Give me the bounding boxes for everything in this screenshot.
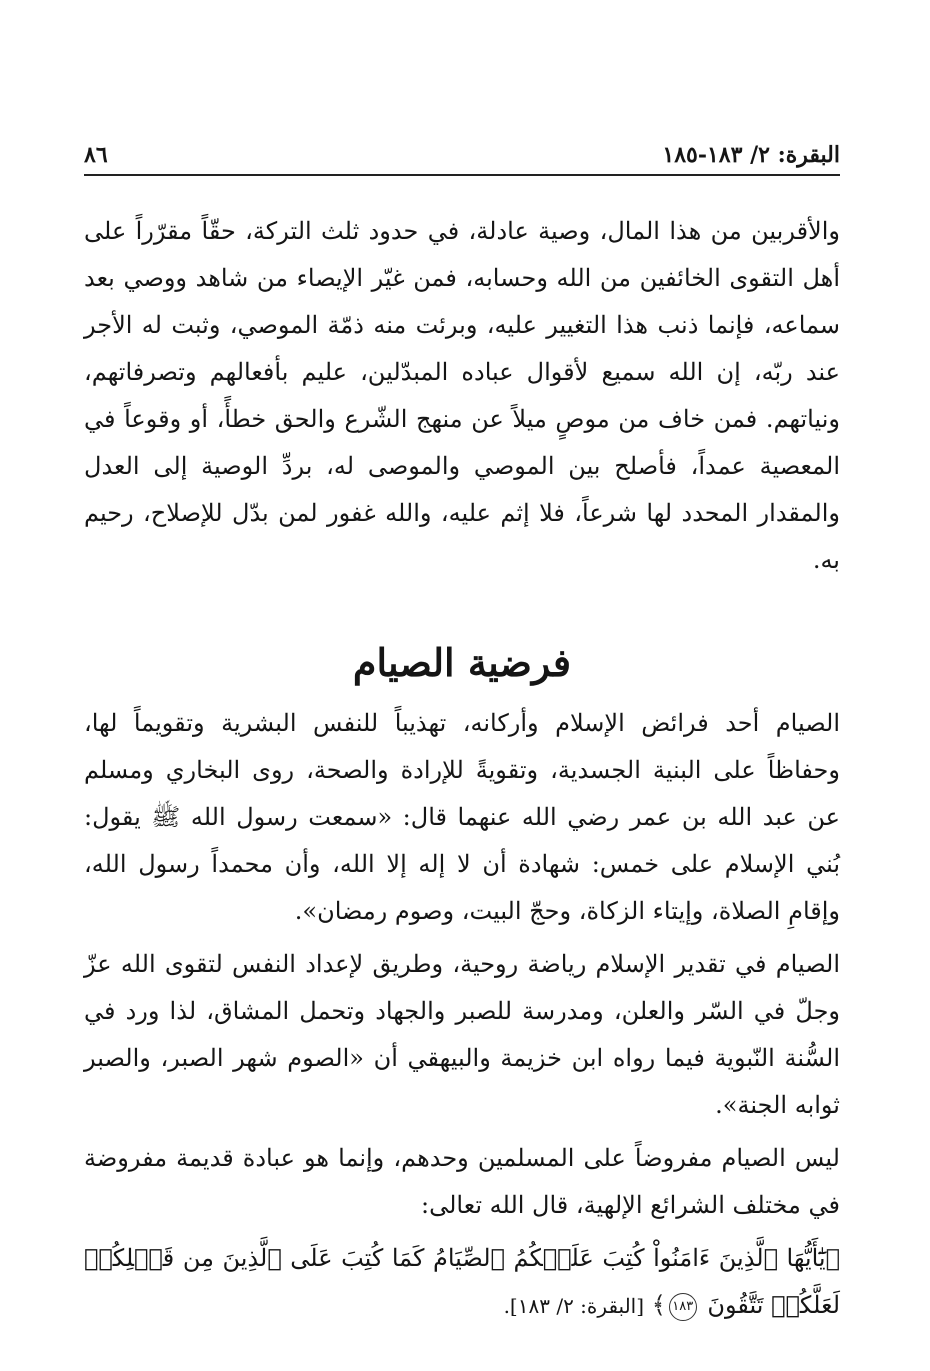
verse-number-marker: ١٨٣ <box>669 1293 697 1321</box>
verse-text: يَٰٓأَيُّهَا ٱلَّذِينَ ءَامَنُواْ كُتِبَ عَلَيۡكُمُ ٱلصِّيَامُ كَمَا كُتِبَ عَلَى ٱلَّذِينَ مِن قَبۡلِكُمۡ لَعَلَّكُمۡ تَتَّقُونَ <box>84 1244 840 1319</box>
section-title: فرضية الصيام <box>352 640 572 685</box>
quran-verse <box>84 1235 840 1330</box>
verse-citation: [البقرة: ٢/ ١٨٣]. <box>503 1294 645 1318</box>
verse-open-bracket: ﴿ <box>825 1244 840 1272</box>
paragraph-fasting-previous-nations: ليس الصيام مفروضاً على المسلمين وحدهم، وإنما هو عبادة قديمة مفروضة في مختلف الشرائع الإلهية، قال الله تعالى: <box>84 1144 840 1219</box>
paragraph-fasting-spiritual: الصيام في تقدير الإسلام رياضة روحية، وطريق لإعداد النفس لتقوى الله عزّ وجلّ في السّر والعلن، ومدرسة للصبر والجهاد وتحمل المشاق، لذا ورد في السُّنة النّبوية فيما رواه ابن خزيمة والبيهقي أن «الصوم شهر الصبر، والصبر ثوابه الجنة». <box>84 950 840 1119</box>
paragraph-fasting-pillar: الصيام أحد فرائض الإسلام وأركانه، تهذيباً للنفس البشرية وتقويماً لها، وحفاظاً على البنية الجسدية، وتقويةً للإرادة والصحة، روى البخاري ومسلم عن عبد الله بن عمر رضي الله عنهما قال: «سمعت رسول الله ﷺ يقول: بُني الإسلام على خمس: شهادة أن لا إله إلا الله، وأن محمداً رسول الله، وإقامِ الصلاة، وإيتاء الزكاة، وحجّ البيت، وصوم رمضان». <box>84 709 840 925</box>
paragraph-commentary: والأقربين من هذا المال، وصية عادلة، في حدود ثلث التركة، حقّاً مقرّراً على أهل التقوى الخائفين من الله وحسابه، فمن غيّر الإيصاء من شاهد ووصي بعد سماعه، فإنما ذنب هذا التغيير عليه، وبرئت منه ذمّة الموصي، وثبت له الأجر عند ربّه، إن الله سميع لأقوال عباده المبدّلين، عليم بأفعالهم وتصرفاتهم، ونياتهم. فمن خاف من موصٍ ميلاً عن منهج الشّرع والحق خطأً، أو وقوعاً في المعصية عمداً، فأصلح بين الموصي والموصى له، بردِّ الوصية إلى العدل والمقدار المحدد لها شرعاً، فلا إثم عليه، والله غفور لمن بدّل للإصلاح، رحيم به. <box>84 217 841 574</box>
verse-close-bracket: ﴾ <box>651 1291 666 1319</box>
page-number: ٨٦ <box>84 142 108 168</box>
header-reference: البقرة: ٢/ ١٨٣-١٨٥ <box>662 142 840 168</box>
page-header <box>84 138 840 176</box>
page-body <box>84 208 840 1330</box>
